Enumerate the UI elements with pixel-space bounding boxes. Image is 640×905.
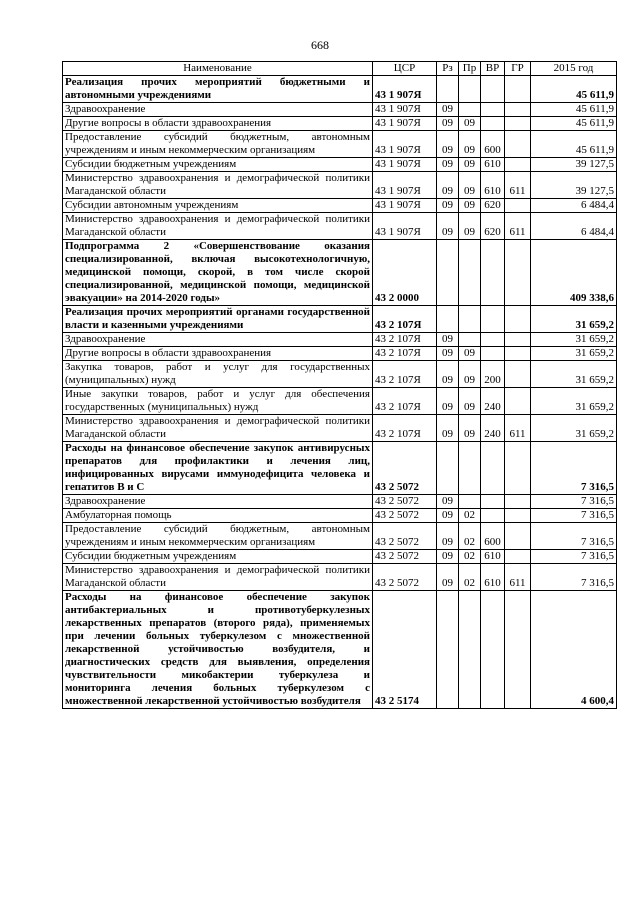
cell-name: Субсидии бюджетным учреждениям	[63, 550, 373, 564]
cell-gr	[505, 103, 531, 117]
table-row	[63, 509, 617, 523]
cell-gr	[505, 523, 531, 550]
cell-gr: 611	[505, 564, 531, 591]
table-row	[63, 333, 617, 347]
cell-vr: 600	[481, 131, 505, 158]
cell-amount: 31 659,2	[531, 333, 617, 347]
cell-pr	[459, 591, 481, 709]
cell-gr	[505, 306, 531, 333]
cell-pr	[459, 103, 481, 117]
cell-csr: 43 2 107Я	[373, 415, 437, 442]
cell-pr	[459, 333, 481, 347]
cell-vr: 610	[481, 550, 505, 564]
cell-csr: 43 2 5072	[373, 509, 437, 523]
cell-pr: 02	[459, 523, 481, 550]
cell-rz: 09	[437, 158, 459, 172]
cell-rz	[437, 306, 459, 333]
table-row	[63, 306, 617, 333]
cell-amount: 31 659,2	[531, 347, 617, 361]
cell-pr	[459, 442, 481, 495]
cell-name: Амбулаторная помощь	[63, 509, 373, 523]
cell-rz: 09	[437, 509, 459, 523]
cell-csr: 43 1 907Я	[373, 103, 437, 117]
cell-rz: 09	[437, 550, 459, 564]
cell-gr	[505, 199, 531, 213]
table-body	[63, 76, 617, 709]
cell-amount: 7 316,5	[531, 442, 617, 495]
cell-csr: 43 1 907Я	[373, 131, 437, 158]
cell-name: Здравоохранение	[63, 495, 373, 509]
cell-csr: 43 2 5072	[373, 550, 437, 564]
header-csr: ЦСР	[373, 62, 437, 76]
cell-gr	[505, 442, 531, 495]
cell-amount: 31 659,2	[531, 415, 617, 442]
cell-vr	[481, 333, 505, 347]
cell-rz: 09	[437, 213, 459, 240]
cell-gr	[505, 117, 531, 131]
cell-vr	[481, 347, 505, 361]
cell-csr: 43 2 0000	[373, 240, 437, 306]
cell-amount: 31 659,2	[531, 306, 617, 333]
table-header-row	[63, 62, 617, 76]
cell-amount: 7 316,5	[531, 509, 617, 523]
cell-amount: 409 338,6	[531, 240, 617, 306]
table-row	[63, 347, 617, 361]
cell-csr: 43 2 5072	[373, 564, 437, 591]
cell-vr: 620	[481, 199, 505, 213]
cell-name: Иные закупки товаров, работ и услуг для обеспечения государственных (муниципальных) нужд	[63, 388, 373, 415]
cell-rz: 09	[437, 388, 459, 415]
cell-vr	[481, 306, 505, 333]
header-name: Наименование	[63, 62, 373, 76]
cell-gr	[505, 550, 531, 564]
cell-rz: 09	[437, 103, 459, 117]
cell-pr: 09	[459, 117, 481, 131]
cell-vr	[481, 240, 505, 306]
table-row	[63, 442, 617, 495]
cell-rz: 09	[437, 172, 459, 199]
cell-vr	[481, 76, 505, 103]
cell-amount: 6 484,4	[531, 213, 617, 240]
cell-rz	[437, 76, 459, 103]
cell-pr	[459, 495, 481, 509]
cell-amount: 45 611,9	[531, 103, 617, 117]
cell-pr: 09	[459, 361, 481, 388]
cell-csr: 43 1 907Я	[373, 172, 437, 199]
header-year: 2015 год	[531, 62, 617, 76]
cell-name: Министерство здравоохранения и демографической политики Магаданской области	[63, 415, 373, 442]
table-row	[63, 117, 617, 131]
table-row	[63, 495, 617, 509]
cell-amount: 7 316,5	[531, 523, 617, 550]
cell-gr: 611	[505, 172, 531, 199]
cell-pr: 09	[459, 199, 481, 213]
table-row	[63, 103, 617, 117]
cell-gr	[505, 388, 531, 415]
cell-name: Подпрограмма 2 «Совершенствование оказания специализированной, включая высокотехнологичную, медицинской помощи, скорой, в том числе скорой специализированной, медицинской помощи, медицинской эвакуации» на 2014-2020 годы»	[63, 240, 373, 306]
cell-name: Реализация прочих мероприятий бюджетными и автономными учреждениями	[63, 76, 373, 103]
cell-vr	[481, 509, 505, 523]
table-row	[63, 158, 617, 172]
cell-name: Министерство здравоохранения и демографической политики Магаданской области	[63, 172, 373, 199]
table-row	[63, 131, 617, 158]
cell-pr: 09	[459, 415, 481, 442]
cell-rz: 09	[437, 523, 459, 550]
cell-name: Субсидии автономным учреждениям	[63, 199, 373, 213]
cell-name: Предоставление субсидий бюджетным, автономным учреждениям и иным некоммерческим организациям	[63, 131, 373, 158]
cell-csr: 43 2 107Я	[373, 388, 437, 415]
cell-gr	[505, 76, 531, 103]
cell-vr: 200	[481, 361, 505, 388]
cell-name: Здравоохранение	[63, 333, 373, 347]
cell-amount: 45 611,9	[531, 117, 617, 131]
cell-pr: 09	[459, 172, 481, 199]
cell-vr	[481, 591, 505, 709]
cell-gr	[505, 591, 531, 709]
cell-gr	[505, 240, 531, 306]
cell-pr: 09	[459, 213, 481, 240]
cell-rz	[437, 591, 459, 709]
cell-csr: 43 2 5072	[373, 495, 437, 509]
cell-csr: 43 2 107Я	[373, 361, 437, 388]
table-row	[63, 523, 617, 550]
cell-pr: 09	[459, 388, 481, 415]
cell-vr	[481, 117, 505, 131]
cell-gr: 611	[505, 213, 531, 240]
cell-name: Другие вопросы в области здравоохранения	[63, 347, 373, 361]
cell-amount: 45 611,9	[531, 131, 617, 158]
cell-amount: 7 316,5	[531, 564, 617, 591]
cell-vr: 600	[481, 523, 505, 550]
cell-csr: 43 2 5072	[373, 523, 437, 550]
cell-gr: 611	[505, 415, 531, 442]
cell-rz: 09	[437, 361, 459, 388]
cell-amount: 45 611,9	[531, 76, 617, 103]
cell-rz: 09	[437, 333, 459, 347]
cell-rz: 09	[437, 564, 459, 591]
cell-vr	[481, 103, 505, 117]
cell-vr: 240	[481, 415, 505, 442]
cell-name: Закупка товаров, работ и услуг для государственных (муниципальных) нужд	[63, 361, 373, 388]
cell-rz: 09	[437, 347, 459, 361]
cell-amount: 7 316,5	[531, 550, 617, 564]
table-row	[63, 240, 617, 306]
cell-name: Расходы на финансовое обеспечение закупок антибактериальных и противотуберкулезных лекарственных препаратов (второго ряда), применяемых при лечении больных туберкулезом с множественной лекарственной устойчивостью возбудителя, и диагностических средств для выявления, определения чувствительности микобактерии туберкулеза и мониторинга лечения больных туберкулезом с множественной лекарственной устойчивостью возбудителя	[63, 591, 373, 709]
table-row	[63, 415, 617, 442]
table-row	[63, 591, 617, 709]
cell-amount: 31 659,2	[531, 388, 617, 415]
cell-csr: 43 1 907Я	[373, 213, 437, 240]
cell-gr	[505, 495, 531, 509]
cell-name: Предоставление субсидий бюджетным, автономным учреждениям и иным некоммерческим организациям	[63, 523, 373, 550]
cell-gr	[505, 131, 531, 158]
cell-rz: 09	[437, 495, 459, 509]
cell-rz: 09	[437, 415, 459, 442]
cell-vr	[481, 442, 505, 495]
table-row	[63, 172, 617, 199]
cell-gr	[505, 509, 531, 523]
cell-rz	[437, 442, 459, 495]
cell-csr: 43 1 907Я	[373, 158, 437, 172]
cell-rz	[437, 240, 459, 306]
table-row	[63, 550, 617, 564]
cell-amount: 39 127,5	[531, 158, 617, 172]
table-row	[63, 388, 617, 415]
table-row	[63, 199, 617, 213]
cell-pr: 02	[459, 550, 481, 564]
cell-csr: 43 1 907Я	[373, 117, 437, 131]
cell-pr: 09	[459, 158, 481, 172]
header-rz: Рз	[437, 62, 459, 76]
cell-name: Другие вопросы в области здравоохранения	[63, 117, 373, 131]
cell-amount: 6 484,4	[531, 199, 617, 213]
cell-pr: 09	[459, 347, 481, 361]
cell-pr	[459, 306, 481, 333]
cell-csr: 43 2 107Я	[373, 333, 437, 347]
cell-vr: 620	[481, 213, 505, 240]
table-row	[63, 76, 617, 103]
cell-pr: 02	[459, 564, 481, 591]
cell-name: Министерство здравоохранения и демографической политики Магаданской области	[63, 564, 373, 591]
cell-name: Министерство здравоохранения и демографической политики Магаданской области	[63, 213, 373, 240]
cell-pr	[459, 76, 481, 103]
header-pr: Пр	[459, 62, 481, 76]
cell-vr	[481, 495, 505, 509]
cell-gr	[505, 347, 531, 361]
table-row	[63, 564, 617, 591]
cell-pr: 02	[459, 509, 481, 523]
cell-amount: 31 659,2	[531, 361, 617, 388]
cell-amount: 39 127,5	[531, 172, 617, 199]
budget-table	[62, 61, 617, 709]
cell-pr: 09	[459, 131, 481, 158]
cell-vr: 610	[481, 172, 505, 199]
table-row	[63, 361, 617, 388]
cell-csr: 43 2 5072	[373, 442, 437, 495]
cell-amount: 4 600,4	[531, 591, 617, 709]
cell-pr	[459, 240, 481, 306]
cell-name: Расходы на финансовое обеспечение закупок антивирусных препаратов для профилактики и лечения лиц, инфицированных вирусами иммунодефицита человека и гепатитов В и С	[63, 442, 373, 495]
table-row	[63, 213, 617, 240]
cell-name: Здравоохранение	[63, 103, 373, 117]
cell-vr: 610	[481, 564, 505, 591]
cell-rz: 09	[437, 117, 459, 131]
cell-gr	[505, 158, 531, 172]
cell-vr: 240	[481, 388, 505, 415]
cell-csr: 43 1 907Я	[373, 76, 437, 103]
cell-vr: 610	[481, 158, 505, 172]
cell-csr: 43 1 907Я	[373, 199, 437, 213]
cell-csr: 43 2 107Я	[373, 347, 437, 361]
cell-amount: 7 316,5	[531, 495, 617, 509]
cell-rz: 09	[437, 199, 459, 213]
page-number: 668	[311, 38, 329, 52]
header-gr: ГР	[505, 62, 531, 76]
header-vr: ВР	[481, 62, 505, 76]
cell-gr	[505, 361, 531, 388]
cell-csr: 43 2 107Я	[373, 306, 437, 333]
cell-rz: 09	[437, 131, 459, 158]
cell-name: Субсидии бюджетным учреждениям	[63, 158, 373, 172]
cell-csr: 43 2 5174	[373, 591, 437, 709]
cell-gr	[505, 333, 531, 347]
cell-name: Реализация прочих мероприятий органами государственной власти и казенными учреждениями	[63, 306, 373, 333]
